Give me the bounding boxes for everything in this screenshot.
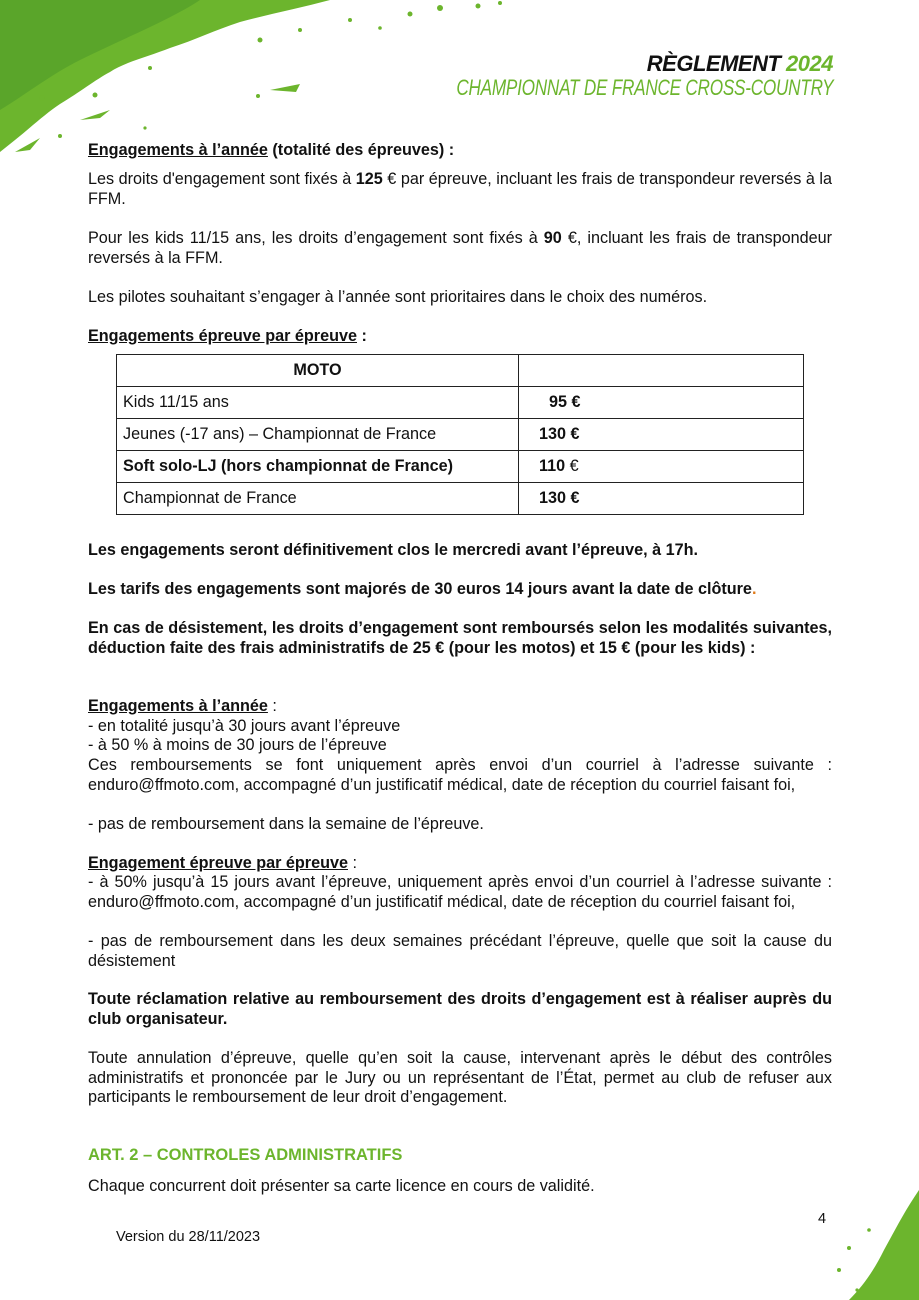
table-cell-price-currency: € (565, 456, 579, 475)
table-cell-price (519, 451, 804, 483)
notice-closing (88, 541, 832, 561)
refund-annee-line1 (88, 717, 832, 737)
article2-title: ART. 2 – CONTROLES ADMINISTRATIFS (88, 1146, 403, 1164)
table-cell-price-number: 110 (539, 456, 566, 475)
table-cell-price: 95 € (519, 387, 804, 419)
refund-annee-line4 (88, 815, 832, 835)
green-brush-decoration-bottom (779, 1190, 919, 1300)
section-epreuve-title: Engagements épreuve par épreuve (88, 327, 357, 345)
document-header (350, 52, 833, 100)
p2-text: Pour les kids 11/15 ans, les droits d’engagement sont fixés à (88, 229, 544, 247)
annulation-text: Toute annulation d’épreuve, quelle qu’en soit la cause, intervenant après le début des contrôles administratifs et prononcée par le Jury ou un représentant de l’État, permet au club de refuser aux participants le remboursement de leur droit d’engagement. (88, 1049, 832, 1106)
paragraph-priorite (88, 288, 832, 308)
notice-surcharge-text: Les tarifs des engagements sont majorés de 30 euros 14 jours avant la date de clôture (88, 580, 752, 598)
p2-amount: 90 (543, 229, 562, 247)
table-row (117, 483, 804, 515)
refund-annee-line2 (88, 736, 832, 756)
page-number: 4 (818, 1211, 827, 1227)
notice-closing-text: Les engagements seront définitivement clos le mercredi avant l’épreuve, à 17h. (88, 541, 698, 559)
p1-text: Les droits d'engagement sont fixés à (88, 170, 356, 188)
table-row (117, 451, 804, 483)
price-table (116, 354, 804, 515)
reclamation-notice (88, 990, 832, 1029)
refund-annee-l1: - en totalité jusqu’à 30 jours avant l’épreuve (88, 717, 401, 735)
p1-amount: 125 (355, 170, 383, 188)
footer-version: Version du 28/11/2023 (116, 1229, 261, 1245)
annulation-paragraph (88, 1049, 832, 1108)
header-title (350, 52, 833, 76)
notice-desistement-text: En cas de désistement, les droits d’engagement sont remboursés selon les modalités suivantes, déduction faite des frais administratifs de 25 € (pour les motos) et 15 € (pour les kids) : (88, 619, 832, 657)
refund-epreuve-title: Engagement épreuve par épreuve (88, 854, 348, 872)
table-cell-category: Soft solo-LJ (hors championnat de France) (117, 451, 519, 483)
table-cell-category: Kids 11/15 ans (117, 387, 519, 419)
refund-annee-l3: Ces remboursements se font uniquement après envoi d’un courriel à l’adresse suivante : enduro@ffmoto.com, accompagné d’un justificatif médical, date de réception du courriel faisant foi, (88, 756, 832, 794)
header-year: 2024 (786, 51, 833, 76)
table-row (117, 387, 804, 419)
table-header-row (117, 355, 804, 387)
refund-annee-title: Engagements à l’année (88, 697, 268, 715)
table-cell-category: Jeunes (-17 ans) – Championnat de France (117, 419, 519, 451)
refund-annee-heading (88, 697, 832, 717)
table-cell-category: Championnat de France (117, 483, 519, 515)
reclamation-text: Toute réclamation relative au remboursement des droits d’engagement est à réaliser auprès du club organisateur. (88, 990, 832, 1028)
paragraph-kids-price (88, 229, 832, 268)
notice-desistement (88, 619, 832, 658)
paragraph-annee-price (88, 170, 832, 209)
article2-text: Chaque concurrent doit présenter sa carte licence en cours de validité. (88, 1177, 595, 1195)
table-row (117, 419, 804, 451)
header-subtitle: CHAMPIONNAT DE FRANCE CROSS-COUNTRY (456, 75, 833, 100)
refund-epreuve-heading (88, 854, 832, 874)
refund-annee-l2: - à 50 % à moins de 30 jours de l’épreuve (88, 736, 387, 754)
notice-surcharge-dot: . (751, 580, 757, 598)
refund-annee-title-suffix: : (267, 697, 277, 715)
refund-epreuve-line1 (88, 873, 832, 912)
section-annee-heading (88, 141, 832, 161)
refund-epreuve-l1: - à 50% jusqu’à 15 jours avant l’épreuve, uniquement après envoi d’un courriel à l’adresse suivante : enduro@ffmoto.com, accompagné d’un justificatif médical, date de réception du courriel faisant foi, (88, 873, 832, 911)
refund-epreuve-line2 (88, 932, 832, 971)
table-cell-price: 130 € (519, 419, 804, 451)
section-annee-title: Engagements à l’année (88, 141, 268, 159)
section-epreuve-title-suffix: : (357, 327, 367, 345)
notice-surcharge (88, 580, 832, 600)
header-reglement: RÈGLEMENT (646, 51, 781, 76)
table-header-moto: MOTO (117, 355, 519, 387)
p2-text-end: €, incluant les frais de transpondeur reversés à la FFM. (88, 229, 833, 267)
refund-epreuve-title-suffix: : (348, 854, 357, 872)
section-epreuve-heading (88, 327, 832, 347)
refund-annee-line3 (88, 756, 832, 795)
refund-epreuve-l2: - pas de remboursement dans les deux semaines précédant l’épreuve, quelle que soit la cause du désistement (88, 932, 832, 970)
table-cell-price: 130 € (519, 483, 804, 515)
p1-text-end: € par épreuve, incluant les frais de transpondeur reversés à la FFM. (88, 170, 832, 208)
p3-text: Les pilotes souhaitant s’engager à l’année sont prioritaires dans le choix des numéros. (88, 288, 708, 306)
table-header-empty (519, 355, 804, 387)
section-annee-title-suffix: (totalité des épreuves) : (267, 141, 455, 159)
refund-annee-l4: - pas de remboursement dans la semaine de l’épreuve. (88, 815, 484, 833)
